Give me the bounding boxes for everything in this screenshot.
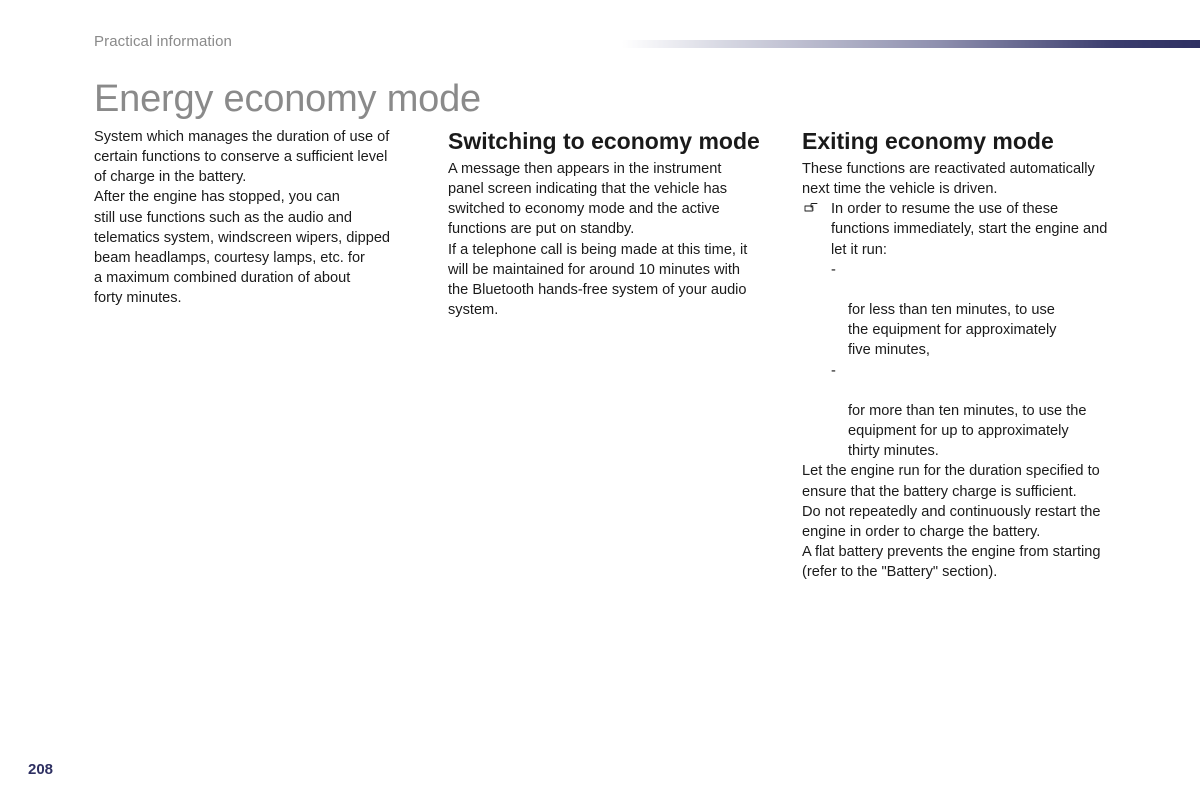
section-label: Practical information [94, 33, 232, 50]
exiting-paragraph-1: Let the engine run for the duration specified to ensure that the battery charge is sufficient. [802, 463, 1100, 500]
dash-bullet: - [831, 362, 836, 379]
switching-paragraph-1: A message then appears in the instrument panel screen indicating that the vehicle has switched to economy mode and the active functions are put on standby. [448, 161, 728, 238]
dash-bullet: - [831, 261, 836, 278]
pointing-hand-icon [804, 203, 818, 213]
exiting-paragraph-2: Do not repeatedly and continuously restart the engine in order to charge the battery. [802, 503, 1101, 540]
dash-item-text: for less than ten minutes, to use the equipment for approximately five minutes, [848, 302, 1057, 359]
dash-item-text: for more than ten minutes, to use the equipment for up to approximately thirty minutes. [848, 402, 1087, 460]
dash-item [802, 361, 1142, 462]
exiting-heading: Exiting economy mode [802, 128, 1054, 154]
column-exiting [802, 127, 1142, 582]
exiting-intro: These functions are reactivated automatically next time the vehicle is driven. [802, 161, 1095, 198]
dash-item [802, 260, 1142, 361]
exiting-note [802, 199, 1142, 259]
exiting-paragraph-3: A flat battery prevents the engine from starting (refer to the "Battery" section). [802, 543, 1101, 581]
page-title: Energy economy mode [94, 78, 481, 120]
intro-paragraph-1: System which manages the duration of use of certain functions to conserve a sufficient level of charge in the battery. [94, 129, 390, 186]
header-gradient-bar [622, 40, 1200, 48]
column-switching [448, 127, 788, 320]
column-intro [94, 127, 424, 308]
note-text: In order to resume the use of these functions immediately, start the engine and let it run: [831, 201, 1108, 258]
page-number: 208 [28, 761, 54, 778]
switching-heading: Switching to economy mode [448, 128, 760, 154]
intro-paragraph-2: After the engine has stopped, you can still use functions such as the audio and telematics system, windscreen wipers, dipped beam headlamps, courtesy lamps, etc. for a maximum combined duration of about forty minutes. [94, 189, 391, 307]
switching-paragraph-2: If a telephone call is being made at this time, it will be maintained for around 10 minutes with the Bluetooth hands-free system of your audio system. [448, 241, 748, 319]
